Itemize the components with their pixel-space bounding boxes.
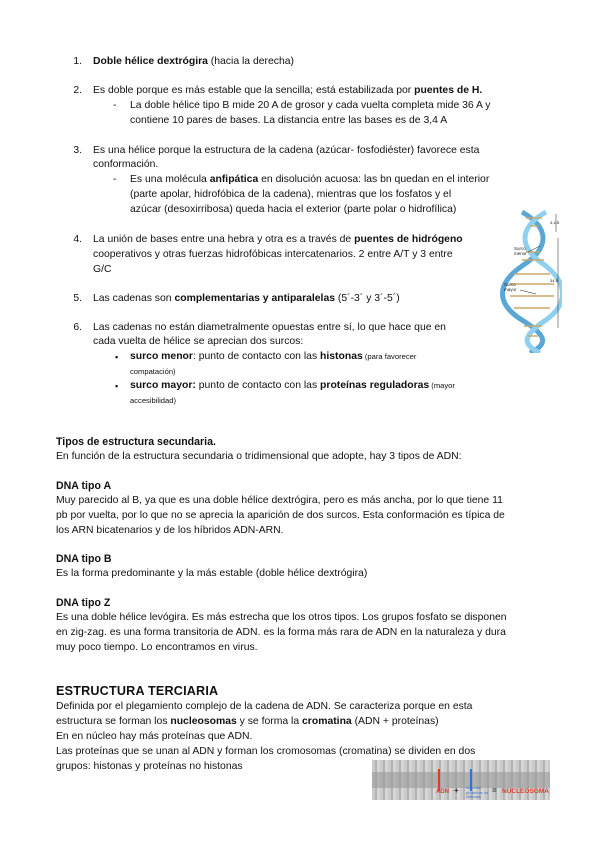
histonas-bold: histonas xyxy=(320,351,363,362)
item-5-post: (5´-3´ y 3´-5´) xyxy=(335,293,400,304)
nucleosomas-bold: nucleosomas xyxy=(170,716,237,727)
label-surco-mayor-1: Surco xyxy=(504,282,516,287)
bullet-square-icon: ▪ xyxy=(115,352,119,362)
item-6-sub2-line1 xyxy=(130,379,455,394)
dna-marker xyxy=(438,769,440,791)
secundaria-title: Tipos de estructura secundaria. xyxy=(56,436,216,448)
item-4-line1 xyxy=(93,233,463,248)
label-dim-mid: 34 Å xyxy=(550,278,559,283)
item-4-line3: G/C xyxy=(93,264,112,275)
dna-tipo-a-line2: pb por vuelta, por lo que no se aprecia la aparición de dos surcos. Esta conformación es típica de xyxy=(56,510,505,521)
label-plus: + xyxy=(454,786,459,795)
item-4-line2: cooperativos y otras fuerzas hidrofóbicas intercatenarios. 2 entre A/T y 3 entre xyxy=(93,249,453,260)
label-surco-mayor-2: mayor xyxy=(504,287,517,292)
label-surco-menor-1: Surco xyxy=(514,246,526,251)
item-2-sub-line2: contiene 10 pares de bases. La distancia entre las bases es de 3,4 A xyxy=(130,115,448,126)
dna-tipo-z-line1: Es una doble hélice levógira. Es más estrecha que los otros tipos. Los grupos fosfato se disponen xyxy=(56,612,507,623)
item-3-sub-post: en disolución acuosa: las bn quedan en el interior xyxy=(258,174,490,185)
dna-tipo-z-title: DNA tipo Z xyxy=(56,597,111,609)
item-2-number: 2. xyxy=(73,85,82,96)
cromatina-bold: cromatina xyxy=(302,716,352,727)
item-3-line1: Es una hélice porque la estructura de la cadena (azúcar- fosfodiéster) favorece esta xyxy=(93,145,480,156)
dna-tipo-b-line1: Es la forma predominante y la más estable (doble hélice dextrógira) xyxy=(56,568,368,579)
terciaria-l2-pre: estructura se forman los xyxy=(56,716,171,727)
item-6-line2: cada vuelta de hélice se aprecian dos surcos: xyxy=(93,336,304,347)
item-3-sub-bold: anfipática xyxy=(209,174,259,185)
surco-mayor-small1: (mayor xyxy=(429,381,455,390)
surco-mayor-bold: surco mayor: xyxy=(130,380,196,391)
label-proteinas-no: proteínas no xyxy=(466,790,489,795)
label-nucleosoma: NUCLEOSOMA xyxy=(502,788,549,795)
dna-tipo-z-line2: en zig-zag. es una forma transitoria de ADN. es la forma más rara de ADN en la naturaleza y dura xyxy=(56,627,506,638)
item-3-line2: conformación. xyxy=(93,159,159,170)
item-6-number: 6. xyxy=(73,322,82,333)
terciaria-line5: grupos: histonas y proteínas no histonas xyxy=(56,761,243,772)
item-5-bold: complementarias y antiparalelas xyxy=(174,293,336,304)
label-dim-top: 3,4 Å xyxy=(550,220,560,225)
terciaria-l2-mid: y se forma la xyxy=(236,716,303,727)
item-1-bold: Doble hélice dextrógira xyxy=(93,56,208,67)
item-3-sub-line2: (parte apolar, hidrofóbica de la cadena), mientras que los fosfatos y el xyxy=(130,189,452,200)
item-3-number: 3. xyxy=(73,145,82,156)
nucleosome-figure xyxy=(372,760,550,800)
item-1-rest: (hacia la derecha) xyxy=(207,56,294,67)
item-5-number: 5. xyxy=(73,293,82,304)
item-2-lead: Es doble porque es más estable que la sencilla; está estabilizada por xyxy=(93,85,415,96)
item-4-bold: puentes de hidrógeno xyxy=(354,234,463,245)
label-surco-menor-2: menor xyxy=(514,251,527,256)
item-2-sub-line1: La doble hélice tipo B mide 20 A de grosor y cada vuelta completa mide 36 A y xyxy=(130,100,491,111)
item-6-sub1-line1 xyxy=(130,350,416,365)
item-2-bold: puentes de H. xyxy=(414,85,483,96)
item-3-dash: - xyxy=(113,174,117,185)
secundaria-intro: En función de la estructura secundaria o tridimensional que adopte, hay 3 tipos de ADN: xyxy=(56,451,462,462)
dna-tipo-a-line3: los ARN bicatenarios y de los híbridos ADN-ARN. xyxy=(56,525,284,536)
label-equals: = xyxy=(492,786,497,795)
terciaria-title: ESTRUCTURA TERCIARIA xyxy=(56,684,219,698)
item-1-text xyxy=(93,55,294,70)
dna-tipo-z-line3: muy poco tiempo. Lo encontramos en virus. xyxy=(56,642,258,653)
dna-tipo-a-line1: Muy parecido al B, ya que es una doble hélice dextrógira, pero es más ancha, por lo que tiene 11 xyxy=(56,495,503,506)
terciaria-line1: Definida por el plegamiento complejo de la cadena de ADN. Se caracteriza porque en esta xyxy=(56,701,473,712)
terciaria-line4: Las proteínas que se unan al ADN y forman los cromosomas (cromatina) se dividen en dos xyxy=(56,746,476,757)
bullet-square-icon: ▪ xyxy=(115,381,119,391)
item-4-number: 4. xyxy=(73,234,82,245)
terciaria-l2-post: (ADN + proteínas) xyxy=(351,716,439,727)
surco-menor-small2: compatación) xyxy=(130,367,176,376)
surco-mayor-small2: accesibilidad) xyxy=(130,396,177,405)
terciaria-line3: En en núcleo hay más proteínas que ADN. xyxy=(56,731,253,742)
surco-mayor-mid: punto de contacto con las xyxy=(195,380,321,391)
surco-menor-bold: surco menor xyxy=(130,351,193,362)
label-histonas: histonas xyxy=(466,785,481,790)
dna-tipo-b-title: DNA tipo B xyxy=(56,553,112,565)
item-5-text xyxy=(93,292,400,307)
dna-tipo-a-title: DNA tipo A xyxy=(56,480,112,492)
label-adn: ADN xyxy=(436,789,449,795)
item-1-number: 1. xyxy=(73,56,82,67)
item-2-text xyxy=(93,84,482,99)
item-4-pre: La unión de bases entre una hebra y otra es a través de xyxy=(93,234,355,245)
item-5-pre: Las cadenas son xyxy=(93,293,175,304)
terciaria-line2 xyxy=(56,715,439,730)
surco-menor-small1: (para favorecer xyxy=(362,352,417,361)
item-2-dash: - xyxy=(113,100,117,111)
item-3-sub-line3: azúcar (desoxirribosa) queda hacia el exterior (parte polar o hidrofílica) xyxy=(130,204,457,215)
chromatin-band xyxy=(372,772,550,788)
label-histonas-2: histonas xyxy=(466,794,481,799)
item-3-sub-pre: Es una molécula xyxy=(130,174,210,185)
item-3-sub-line1 xyxy=(130,173,489,188)
proteinas-reguladoras-bold: proteínas reguladoras xyxy=(320,380,430,391)
dna-helix-figure xyxy=(500,208,562,353)
item-6-line1: Las cadenas no están diametralmente opuestas entre sí, lo que hace que en xyxy=(93,322,446,333)
surco-menor-mid: : punto de contacto con las xyxy=(192,351,321,362)
